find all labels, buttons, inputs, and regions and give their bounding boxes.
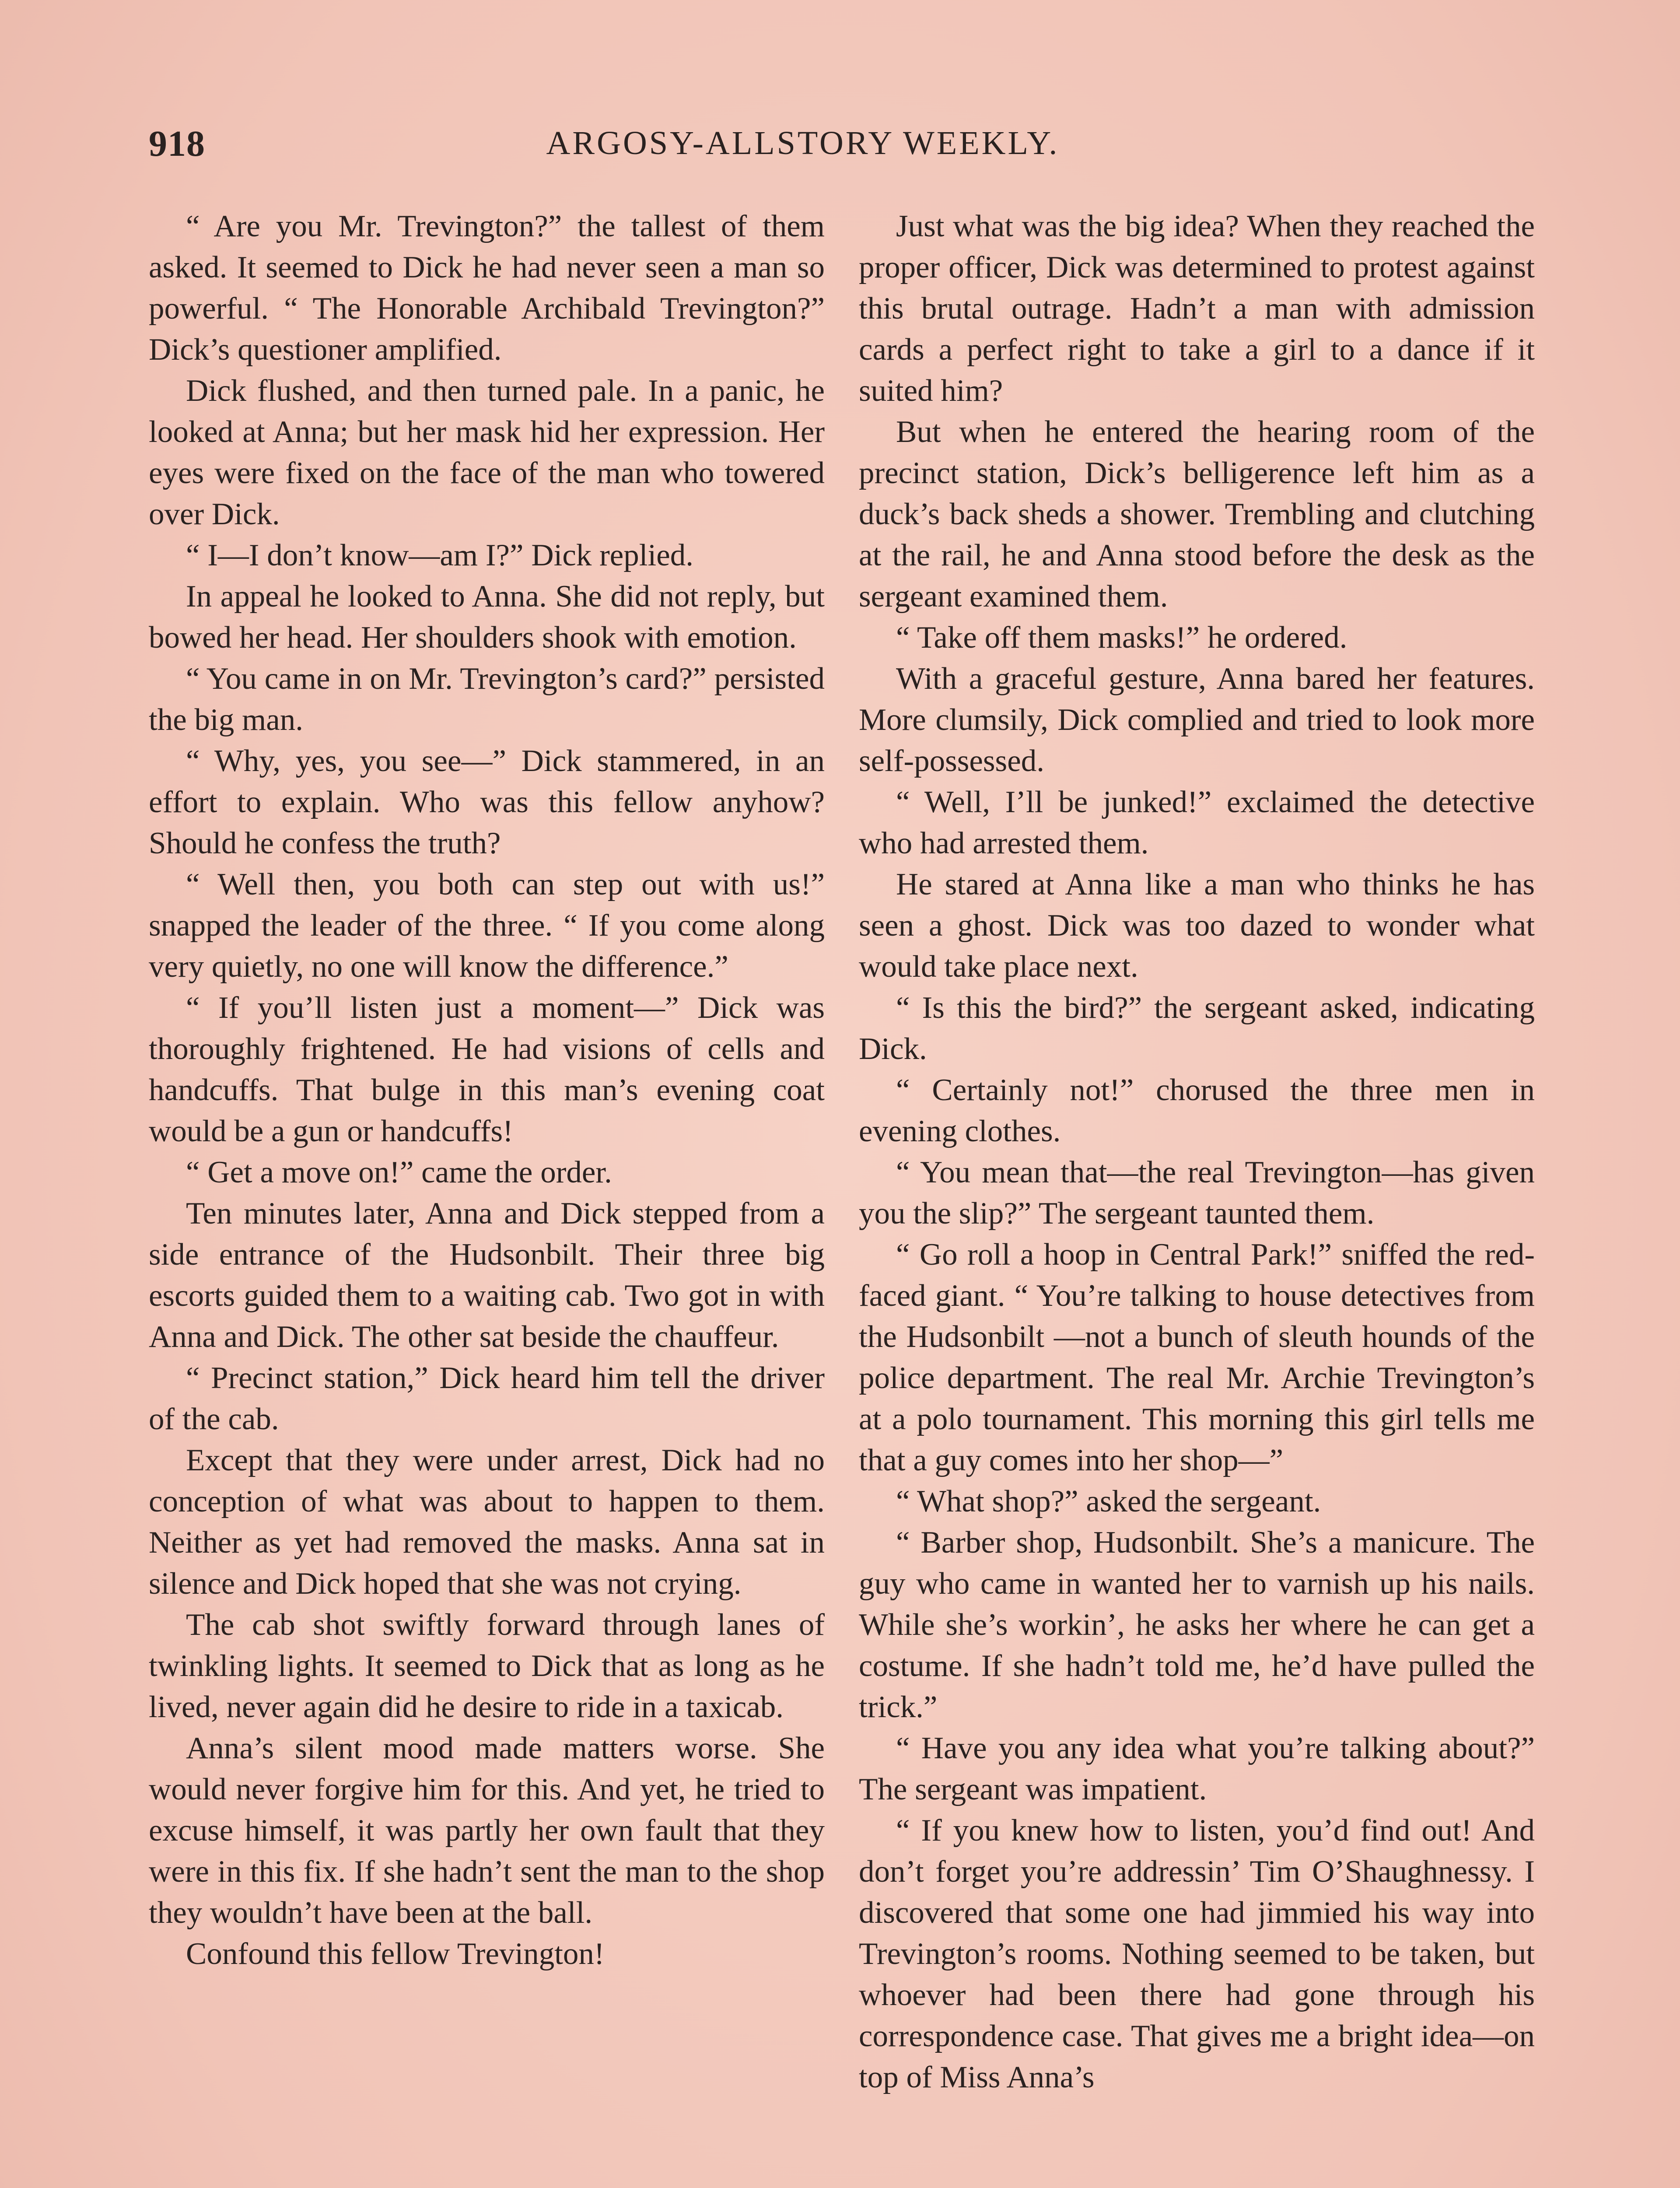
right-column	[859, 206, 1535, 2098]
paragraph: “ Precinct station,” Dick heard him tell the driver of the cab.	[149, 1361, 825, 1436]
paragraph: Dick flushed, and then turned pale. In a panic, he looked at Anna; but her mask hid her expression. Her eyes were fixed on the face of the man who towered over Dick.	[149, 374, 825, 531]
paragraph: The cab shot swiftly forward through lanes of twinkling lights. It seemed to Dick that as long as he lived, never again did he desire to ride in a taxicab.	[149, 1608, 825, 1724]
paragraph: “ What shop?” asked the sergeant.	[896, 1484, 1321, 1518]
paragraph: “ If you’ll listen just a moment—” Dick was thoroughly frightened. He had visions of cells and handcuffs. That bulge in this man’s evening coat would be a gun or handcuffs!	[149, 991, 825, 1148]
left-column	[149, 206, 825, 1974]
paragraph: Anna’s silent mood made matters worse. She would never forgive him for this. And yet, he tried to excuse himself, it was partly her own fault that they were in this fix. If she hadn’t sent the man to the shop they wouldn’t have been at the ball.	[149, 1731, 825, 1930]
paragraph: “ Take off them masks!” he ordered.	[896, 621, 1348, 655]
paragraph: But when he entered the hearing room of the precinct station, Dick’s belligerence left him as a duck’s back sheds a shower. Trembling and clutching at the rail, he and Anna stood before the desk as the sergeant examined them.	[859, 415, 1535, 614]
paragraph: “ Go roll a hoop in Central Park!” sniffed the red-faced giant. “ You’re talking to house detectives from the Hudsonbilt —not a bunch of sleuth hounds of the police department. The real Mr. Archie Trevington’s at a polo tournament. This morning this girl tells me that a guy comes into her shop—”	[859, 1238, 1535, 1477]
paragraph: “ Have you any idea what you’re talking about?” The sergeant was impatient.	[859, 1731, 1535, 1806]
paragraph: Just what was the big idea? When they reached the proper officer, Dick was determined to protest against this brutal outrage. Hadn’t a man with admission cards a perfect right to take a girl to a dance if it suited him?	[859, 209, 1535, 408]
paragraph: “ Is this the bird?” the sergeant asked, indicating Dick.	[859, 991, 1535, 1066]
paragraph: With a graceful gesture, Anna bared her features. More clumsily, Dick complied and tried to look more self-possessed.	[859, 662, 1535, 778]
page-number: 918	[149, 123, 205, 164]
paragraph: “ Well then, you both can step out with us!” snapped the leader of the three. “ If you come along very quietly, no one will know the difference.”	[149, 867, 825, 984]
paragraph: Except that they were under arrest, Dick had no conception of what was about to happen to them. Neither as yet had removed the masks. Anna sat in silence and Dick hoped that she was not crying.	[149, 1443, 825, 1601]
paragraph: Confound this fellow Trevington!	[186, 1937, 605, 1971]
paragraph: “ Well, I’ll be junked!” exclaimed the detective who had arrested them.	[859, 785, 1535, 860]
paragraph: “ If you knew how to listen, you’d find out! And don’t forget you’re addressin’ Tim O’Shaughnessy. I discovered that some one had jimmied his way into Trevington’s rooms. Nothing seemed to be taken, but whoever had been there had gone through his correspondence case. That gives me a bright idea—on top of Miss Anna’s	[859, 1813, 1535, 2094]
running-head: ARGOSY-ALLSTORY WEEKLY.	[546, 125, 1060, 161]
paragraph: “ Are you Mr. Trevington?” the tallest of them asked. It seemed to Dick he had never seen a man so powerful. “ The Honorable Archibald Trevington?” Dick’s questioner amplified.	[149, 209, 825, 367]
paragraph: “ Certainly not!” chorused the three men in evening clothes.	[859, 1073, 1535, 1148]
paragraph: “ I—I don’t know—am I?” Dick replied.	[186, 538, 693, 572]
paragraph: In appeal he looked to Anna. She did not reply, but bowed her head. Her shoulders shook with emotion.	[149, 579, 825, 655]
paragraph: Ten minutes later, Anna and Dick stepped from a side entrance of the Hudsonbilt. Their three big escorts guided them to a waiting cab. Two got in with Anna and Dick. The other sat beside the chauffeur.	[149, 1196, 825, 1354]
paragraph: “ You came in on Mr. Trevington’s card?” persisted the big man.	[149, 662, 825, 737]
page-header	[149, 123, 1457, 184]
paragraph: “ You mean that—the real Trevington—has given you the slip?” The sergeant taunted them.	[859, 1155, 1535, 1231]
paragraph: “ Barber shop, Hudsonbilt. She’s a manicure. The guy who came in wanted her to varnish up his nails. While she’s workin’, he asks her where he can get a costume. If she hadn’t told me, he’d have pulled the trick.”	[859, 1525, 1535, 1724]
paragraph: “ Get a move on!” came the order.	[186, 1155, 612, 1189]
paragraph: He stared at Anna like a man who thinks he has seen a ghost. Dick was too dazed to wonder what would take place next.	[859, 867, 1535, 984]
paragraph: “ Why, yes, you see—” Dick stammered, in an effort to explain. Who was this fellow anyhow? Should he confess the truth?	[149, 744, 825, 860]
